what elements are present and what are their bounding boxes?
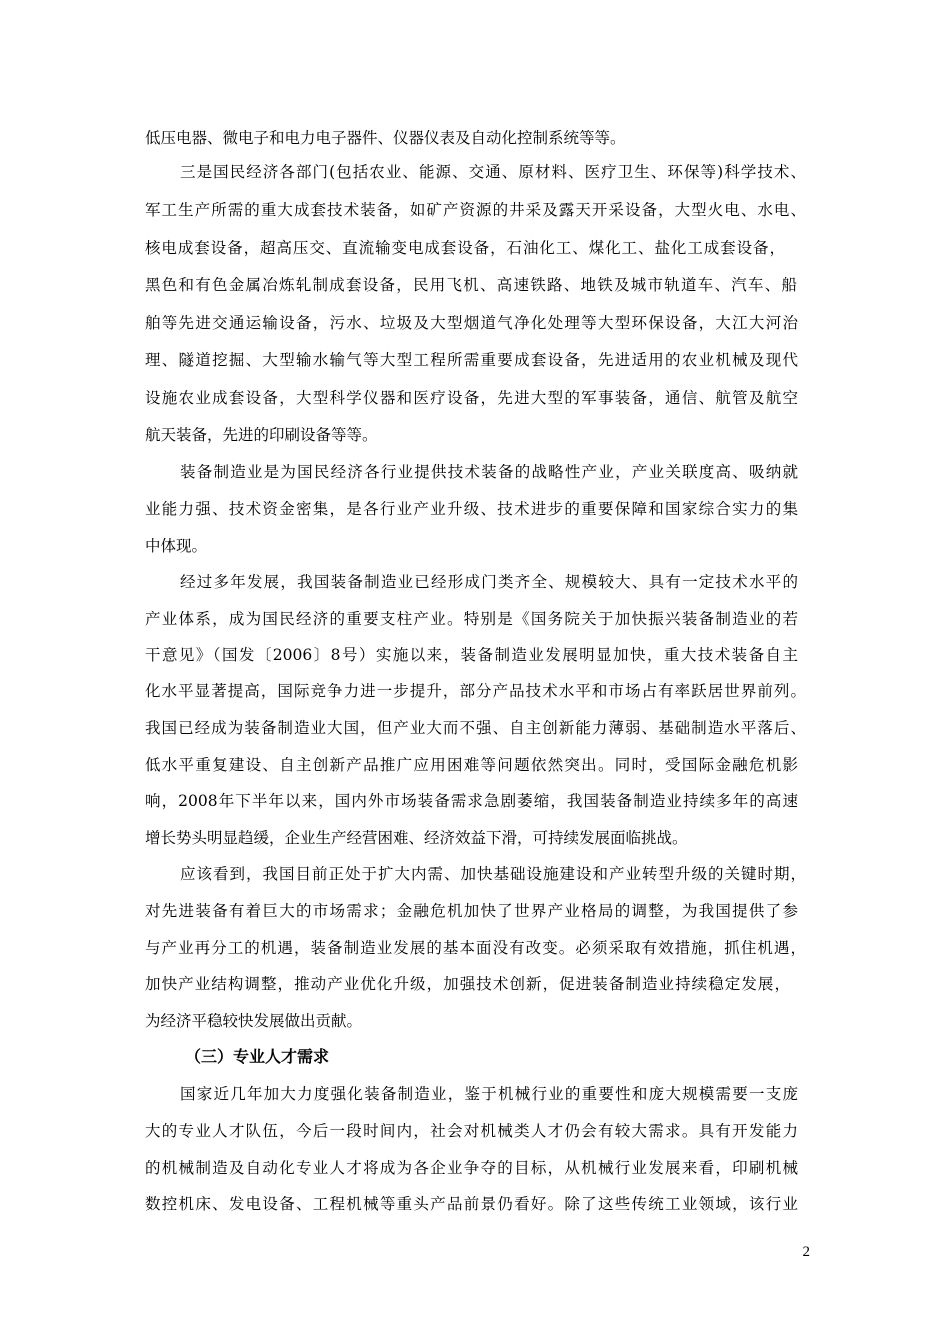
text-line: 理、隧道挖掘、大型输水输气等大型工程所需重要成套设备，先进适用的农业机械及现代 bbox=[145, 351, 798, 369]
text-line: 黑色和有色金属冶炼轧制成套设备，民用飞机、高速铁路、地铁及城市轨道车、汽车、船 bbox=[145, 276, 797, 294]
text-line: 干意见》（国发〔2006〕8号）实施以来，装备制造业发展明显加快，重大技术装备自主 bbox=[145, 646, 798, 664]
text-line: 业能力强、技术资金密集，是各行业产业升级、技术进步的重要保障和国家综合实力的集 bbox=[145, 500, 798, 518]
page-number: 2 bbox=[802, 1244, 810, 1260]
text-line: 我国已经成为装备制造业大国，但产业大而不强、自主创新能力薄弱、基础制造水平落后、 bbox=[145, 719, 806, 737]
text-line: 为经济平稳较快发展做出贡献。 bbox=[145, 1012, 363, 1030]
paragraph-first-line: 装备制造业是为国民经济各行业提供技术装备的战略性产业，产业关联度高、吸纳就 bbox=[180, 463, 798, 481]
text-line: 响，2008年下半年以来，国内外市场装备需求急剧萎缩，我国装备制造业持续多年的高速 bbox=[145, 792, 798, 810]
section-heading: （三）专业人才需求 bbox=[185, 1047, 330, 1066]
text-line: 航天装备，先进的印刷设备等等。 bbox=[145, 426, 378, 444]
text-line: 核电成套设备，超高压交、直流输变电成套设备，石油化工、煤化工、盐化工成套设备， bbox=[145, 239, 785, 257]
text-line: 对先进装备有着巨大的市场需求；金融危机加快了世界产业格局的调整，为我国提供了参 bbox=[145, 902, 798, 920]
text-line: 化水平显著提高，国际竞争力进一步提升，部分产品技术水平和市场占有率跃居世界前列。 bbox=[145, 682, 806, 700]
text-line: 低水平重复建设、自主创新产品推广应用困难等问题依然突出。同时，受国际金融危机影 bbox=[145, 756, 798, 774]
text-line: 加快产业结构调整，推动产业优化升级，加强技术创新，促进装备制造业持续稳定发展， bbox=[145, 975, 790, 993]
paragraph-first-line: 三是国民经济各部门(包括农业、能源、交通、原材料、医疗卫生、环保等)科学技术、 bbox=[180, 163, 806, 181]
text-line: 舶等先进交通运输设备，污水、垃圾及大型烟道气净化处理等大型环保设备，大江大河治 bbox=[145, 314, 798, 332]
paragraph-first-line: 应该看到，我国目前正处于扩大内需、加快基础设施建设和产业转型升级的关键时期， bbox=[180, 865, 806, 883]
text-line: 低压电器、微电子和电力电子器件、仪器仪表及自动化控制系统等等。 bbox=[145, 129, 626, 147]
text-line: 增长势头明显趋缓，企业生产经营困难、经济效益下滑，可持续发展面临挑战。 bbox=[145, 829, 688, 847]
text-line: 大的专业人才队伍，今后一段时间内，社会对机械类人才仍会有较大需求。具有开发能力 bbox=[145, 1122, 798, 1140]
paragraph-first-line: 国家近几年加大力度强化装备制造业，鉴于机械行业的重要性和庞大规模需要一支庞 bbox=[180, 1085, 798, 1103]
text-line: 产业体系，成为国民经济的重要支柱产业。特别是《国务院关于加快振兴装备制造业的若 bbox=[145, 610, 798, 628]
text-line: 的机械制造及自动化专业人才将成为各企业争夺的目标，从机械行业发展来看，印刷机械 bbox=[145, 1159, 798, 1177]
text-line: 与产业再分工的机遇，装备制造业发展的基本面没有改变。必须采取有效措施，抓住机遇， bbox=[145, 939, 806, 957]
text-line: 设施农业成套设备，大型科学仪器和医疗设备，先进大型的军事装备，通信、航管及航空 bbox=[145, 389, 798, 407]
text-line: 军工生产所需的重大成套技术装备，如矿产资源的井采及露天开采设备，大型火电、水电、 bbox=[145, 201, 806, 219]
text-line: 数控机床、发电设备、工程机械等重头产品前景仍看好。除了这些传统工业领域，该行业 bbox=[145, 1195, 798, 1213]
text-line: 中体现。 bbox=[145, 537, 208, 555]
paragraph-first-line: 经过多年发展，我国装备制造业已经形成门类齐全、规模较大、具有一定技术水平的 bbox=[180, 573, 798, 591]
